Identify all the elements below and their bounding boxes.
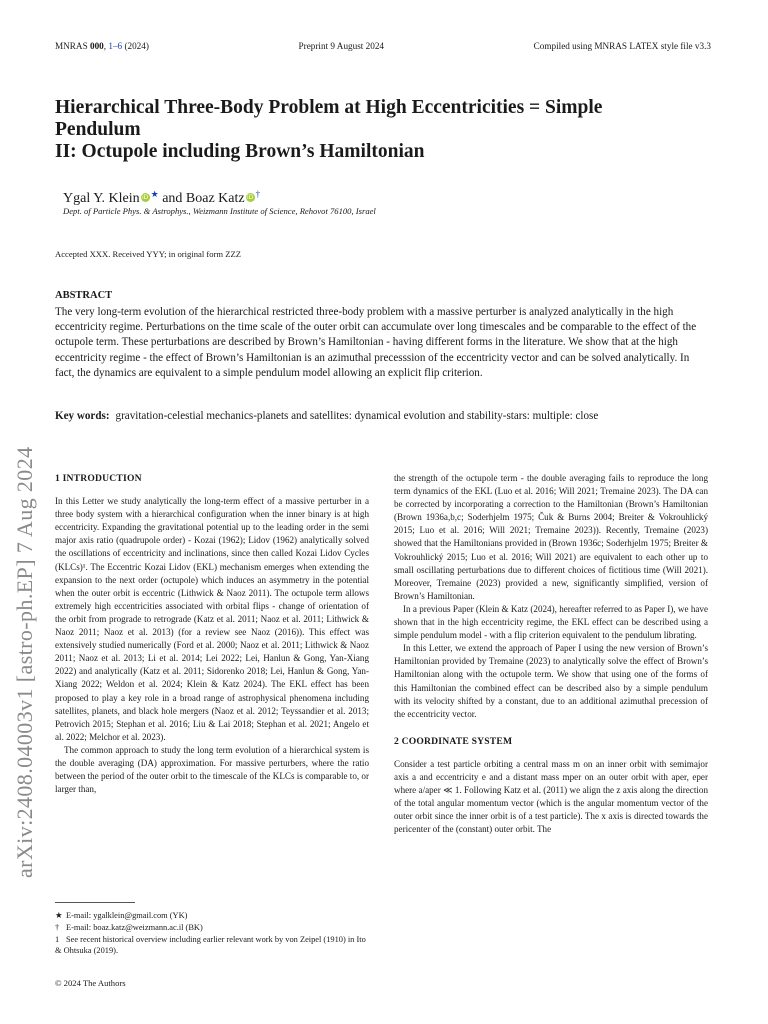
- affiliation: Dept. of Particle Phys. & Astrophys., Weizmann Institute of Science, Rehovot 76100, Israel: [63, 206, 376, 216]
- copyright: © 2024 The Authors: [55, 978, 126, 988]
- intro-paragraph-4: In a previous Paper (Klein & Katz (2024), hereafter referred to as Paper I), we have shown that in the high eccentricity regime, the EKL effect can be described using a simple pendulum model - with a flip criterion equivalent to the pendulum librating.: [394, 603, 708, 641]
- paper-title: [55, 97, 695, 163]
- intro-paragraph-3: the strength of the octupole term - the double averaging fails to reproduce the long term dynamics of the EKL (Luo et al. 2016; Will 2021; Tremaine 2023). The DA can be corrected by incorporating a correction to the Hamiltonian (Brown’s Hamiltonian (Brown 1936a,b,c; Soderhjelm 1975; Čuk & Burns 2004; Breiter & Vokrouhlický 2015; Luo et al. 2016; Will 2021; Tremaine 2023)). Recently, Tremaine (2023) showed that the Hamiltonians provided in (Brown 1936c; Soderhjelm 1975; Breiter & Vokrouhlický 2015; Luo et al. 2016; Will 2021) are equivalent to each other up to small oscillating perturbations due to different choices of fictitious time (Will 2021). Moreover, Tremaine (2023) provided a new, significantly simplified, version of Brown’s Hamiltonian.: [394, 473, 708, 601]
- footnote-2: [55, 922, 369, 934]
- orcid-icon[interactable]: iD: [141, 194, 149, 201]
- journal-citation: MNRAS 000, 1–6 (2024): [55, 41, 149, 51]
- left-column: [55, 472, 369, 796]
- section-heading-coordinate-system: 2 COORDINATE SYSTEM: [394, 735, 513, 747]
- author-katz: and Boaz Katz: [162, 191, 245, 206]
- footnote-1-mark: ★: [55, 911, 63, 920]
- footnotes: [55, 910, 369, 957]
- keywords-text: gravitation-celestial mechanics-planets and satellites: dynamical evolution and stability-stars: multiple: close: [115, 410, 599, 422]
- keywords: [55, 409, 711, 424]
- arxiv-identifier: arXiv:2408.04003v1 [astro-ph.EP] 7 Aug 2024: [12, 446, 37, 878]
- title-line-2: Pendulum: [55, 119, 141, 140]
- section2-paragraph-1: Consider a test particle orbiting a central mass m on an inner orbit with semimajor axis a and eccentricity e and a distant mass mper on an outer orbit with aper, eper where a/aper ≪ 1. Following Katz et al. (2011) we align the z axis along the direction of the total angular momentum vector (which is the angular momentum vector of the outer orbit since the inner orbit is of a test particle). The x axis is directed towards the pericenter of the (constant) outer orbit. The: [394, 758, 708, 835]
- footnote-mark-dagger[interactable]: †: [255, 189, 261, 199]
- title-line-3: II: Octupole including Brown’s Hamiltonian: [55, 141, 425, 162]
- journal-name: MNRAS: [55, 41, 88, 51]
- footnote-1-text: E-mail: ygalklein@gmail.com (YK): [66, 911, 188, 920]
- intro-paragraph-1: In this Letter we study analytically the long-term effect of a massive perturber in a three body system with a hierarchical configuration when the inner binary is at high eccentricity. Expanding the gravitational potential up to the leading order in the semi major axis ratio (quadrupole order) - Kozai (1962); Lidov (1962) analytically solved the oscillations of eccentricity and inclinations, since then called Kozai Lidov Cycles (KLCs)¹. The Eccentric Kozai Lidov (EKL) mechanism emerges when extending the expansion to the next order (octupole) which induces an asymmetry in the potential when the outer orbit is eccentric (Lithwick & Naoz 2011). The octupole term allows extremely high eccentricities associated with orbital flips - change of orientation of the orbit from prograde to retrograde (Katz et al. 2011; Naoz et al. 2011; Lithwick & Naoz 2011; Naoz et al. 2013) (for a review see Naoz (2016)). This effect was extensively studied numerically (Ford et al. 2000; Naoz et al. 2011; Lithwick & Naoz 2011; Naoz et al. 2013; Li et al. 2014; Lei 2022; Lei, Hanlun & Gong, Yan-Xiang 2022) and analytically (Katz et al. 2011; Sidorenko 2018; Lei, Hanlun & Gong, Yan-Xiang 2022; Weldon et al. 2024; Klein & Katz 2024). The EKL effect has been proposed to play a key role in a broad range of astrophysical phenomena including satellites, planets, and black hole mergers (Naoz et al. 2012; Teyssandier et al. 2013; Petrovich 2015; Stephan et al. 2016; Liu & Lai 2018; Stephan et al. 2021; Angelo et al. 2022; Melchor et al. 2023).: [55, 496, 369, 742]
- orcid-icon[interactable]: iD: [246, 194, 254, 201]
- footnote-3: [55, 934, 369, 958]
- author-klein: Ygal Y. Klein: [63, 191, 140, 206]
- right-column: [394, 472, 708, 836]
- footnote-3-mark: 1: [55, 934, 60, 944]
- footnote-rule: [55, 902, 135, 903]
- received-dates: Accepted XXX. Received YYY; in original form ZZZ: [55, 249, 241, 259]
- journal-year: (2024): [124, 41, 149, 51]
- journal-volume: 000: [89, 41, 104, 51]
- page-range-link[interactable]: 1–6: [108, 41, 123, 51]
- author-list: [63, 189, 260, 207]
- footnote-2-mark: †: [55, 922, 60, 932]
- intro-paragraph-2: The common approach to study the long term evolution of a hierarchical system is the double averaging (DA) approximation. For massive perturbers, where the ratio between the period of the outer orbit to the timescale of the KLCs is comparable to, or larger than,: [55, 744, 369, 795]
- footnote-mark-star[interactable]: ★: [150, 189, 159, 199]
- footnote-2-text: E-mail: boaz.katz@weizmann.ac.il (BK): [66, 922, 203, 932]
- footnote-1: [55, 910, 369, 922]
- abstract-text: The very long-term evolution of the hierarchical restricted three-body problem with a massive perturber is analyzed analytically in the high eccentricity regime. Perturbations on the time scale of the outer orbit can accumulate over long timescales and be comparable to the effect of the octupole term. These perturbations are described by Brown’s Hamiltonian - having different forms in the literature. We show that at the high eccentricity regime - the effect of Brown’s Hamiltonian is an azimuthal precesssion of the eccentricity vector and can be solved analytically. In fact, the dynamics are equivalent to a simple pendulum model allowing an explicit flip criterion.: [55, 306, 697, 379]
- abstract-heading: ABSTRACT: [55, 290, 113, 301]
- section-heading-introduction: 1 INTRODUCTION: [55, 473, 142, 484]
- preprint-date: Preprint 9 August 2024: [298, 41, 385, 51]
- intro-paragraph-5: In this Letter, we extend the approach of Paper I using the new version of Brown’s Hamiltonian provided by Tremaine (2023) to analytically solve the effect of Brown’s Hamiltonian along with the octupole term. We show that using one of the forms of this Hamiltonian the combined effect can be described also by a simple pendulum with its velocity shifted by a constant, due to an additional azimuthal precession of the eccentricity vector.: [394, 643, 708, 719]
- footnote-3-text: See recent historical overview including earlier relevant work by von Zeipel (1910) in Ito & Ohtsuka (2019).: [55, 934, 366, 956]
- running-head: [55, 41, 711, 51]
- title-line-1: Hierarchical Three-Body Problem at High Eccentricities = Simple: [55, 97, 603, 118]
- keywords-label: Key words:: [55, 410, 110, 422]
- compiled-note: Compiled using MNRAS LATEX style file v3.3: [533, 41, 711, 51]
